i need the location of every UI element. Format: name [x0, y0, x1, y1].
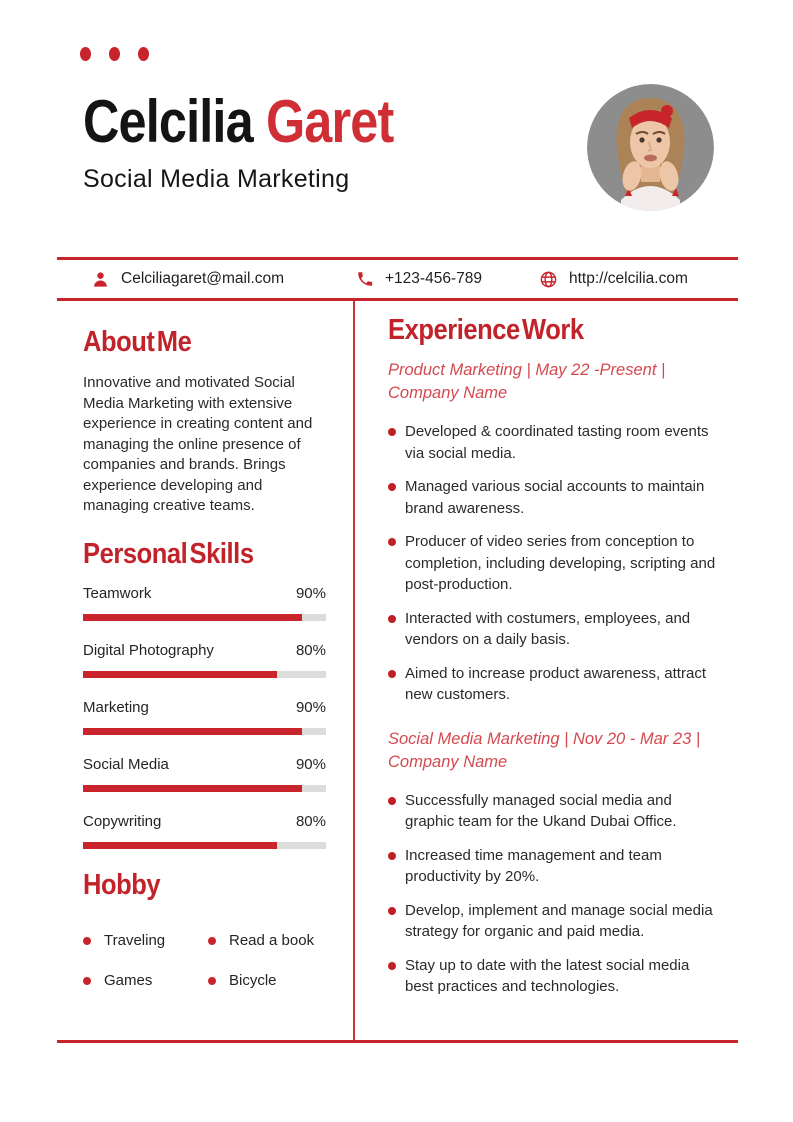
bullet-icon [83, 937, 91, 945]
bottom-rule [57, 1040, 738, 1043]
avatar [587, 84, 714, 211]
bullet-icon [208, 977, 216, 985]
skill-bar-fill [83, 614, 302, 621]
hobby-list [83, 931, 326, 991]
job-meta [388, 359, 738, 405]
skill-bar-track [83, 671, 326, 678]
job-entry [388, 728, 738, 998]
job-bullet: Successfully managed social media and graphic team for the Ukand Dubai Office. [388, 790, 718, 833]
skill-bar-fill [83, 785, 302, 792]
skill-label: Copywriting [83, 813, 162, 831]
skill-label: Teamwork [83, 585, 152, 603]
hobby-item [208, 971, 326, 991]
job-bullet: Interacted with costumers, employees, and vendors on a daily basis. [388, 608, 718, 651]
skill-bar-fill [83, 671, 277, 678]
job-bullet: Developed & coordinated tasting room events via social media. [388, 421, 718, 464]
column-divider [353, 301, 355, 1040]
job-bullet: Aimed to increase product awareness, attract new customers. [388, 663, 718, 706]
website-text: http://celcilia.com [569, 270, 688, 287]
experience-section-title: Experience Work [388, 314, 584, 346]
skill-label: Marketing [83, 699, 149, 717]
skills-section-title: Personal Skills [83, 537, 254, 570]
skill-item [83, 699, 326, 735]
job-meta-line2: Company Name [388, 384, 508, 403]
skill-item [83, 585, 326, 621]
job-meta [388, 728, 738, 774]
skill-percent: 80% [295, 642, 326, 660]
job-bullet: Increased time management and team productivity by 20%. [388, 845, 718, 888]
person-icon [91, 270, 110, 289]
hobby-label: Read a book [229, 932, 315, 950]
header [83, 90, 563, 194]
page-title [83, 90, 486, 153]
skill-label: Digital Photography [83, 642, 214, 660]
job-bullets [388, 790, 738, 998]
skill-bar-track [83, 728, 326, 735]
phone-text: +123-456-789 [385, 270, 482, 287]
hobby-label: Bicycle [229, 972, 277, 990]
skills-list [83, 585, 326, 849]
job-bullet: Stay up to date with the latest social media best practices and technologies. [388, 955, 718, 998]
bullet-icon [83, 977, 91, 985]
globe-icon [539, 270, 558, 289]
right-column [388, 315, 738, 1010]
about-section-title: About Me [83, 326, 192, 358]
hobby-item [208, 931, 326, 951]
skill-percent: 90% [295, 585, 326, 603]
job-bullets [388, 421, 738, 706]
phone-link[interactable] [356, 260, 482, 298]
email-text: Celciliagaret@mail.com [121, 270, 285, 287]
skill-label: Social Media [83, 756, 169, 774]
skill-item [83, 813, 326, 849]
bullet-icon [208, 937, 216, 945]
decorative-dots [80, 47, 149, 61]
job-meta-line2: Company Name [388, 752, 508, 771]
job-bullet: Producer of video series from conception to completion, including developing, scripting and post-production. [388, 531, 718, 596]
jobs-list [388, 359, 738, 998]
about-text: Innovative and motivated Social Media Marketing with extensive experience in creating content and managing the online presence of companies and brands. Brings experience developing and managing creative teams. [83, 374, 313, 515]
red-dot [80, 47, 91, 61]
hobby-label: Games [104, 972, 153, 990]
hobby-item [83, 971, 208, 991]
skill-percent: 90% [295, 756, 326, 774]
skill-bar-fill [83, 842, 277, 849]
red-dot [109, 47, 120, 61]
skill-bar-fill [83, 728, 302, 735]
skill-item [83, 756, 326, 792]
skill-bar-track [83, 614, 326, 621]
skill-item [83, 642, 326, 678]
last-name: Garet [265, 88, 394, 155]
email-link[interactable] [91, 260, 284, 298]
left-column [83, 315, 326, 991]
hobby-section-title: Hobby [83, 869, 161, 902]
contact-bar [57, 257, 738, 301]
website-link[interactable] [539, 260, 688, 298]
job-meta-line1: Social Media Marketing | Nov 20 - Mar 23 | [388, 729, 701, 748]
hobby-item [83, 931, 208, 951]
hobby-label: Traveling [104, 932, 166, 950]
job-title-subtitle: Social Media Marketing [83, 165, 350, 193]
skill-bar-track [83, 842, 326, 849]
red-dot [138, 47, 149, 61]
job-bullet: Develop, implement and manage social media strategy for organic and paid media. [388, 900, 718, 943]
phone-icon [356, 270, 374, 288]
skill-bar-track [83, 785, 326, 792]
job-meta-line1: Product Marketing | May 22 -Present | [388, 361, 666, 380]
avatar-illustration [587, 84, 714, 211]
job-entry [388, 359, 738, 706]
skill-percent: 80% [295, 813, 326, 831]
job-bullet: Managed various social accounts to maintain brand awareness. [388, 476, 718, 519]
first-name: Celcilia [83, 88, 266, 155]
skill-percent: 90% [295, 699, 326, 717]
